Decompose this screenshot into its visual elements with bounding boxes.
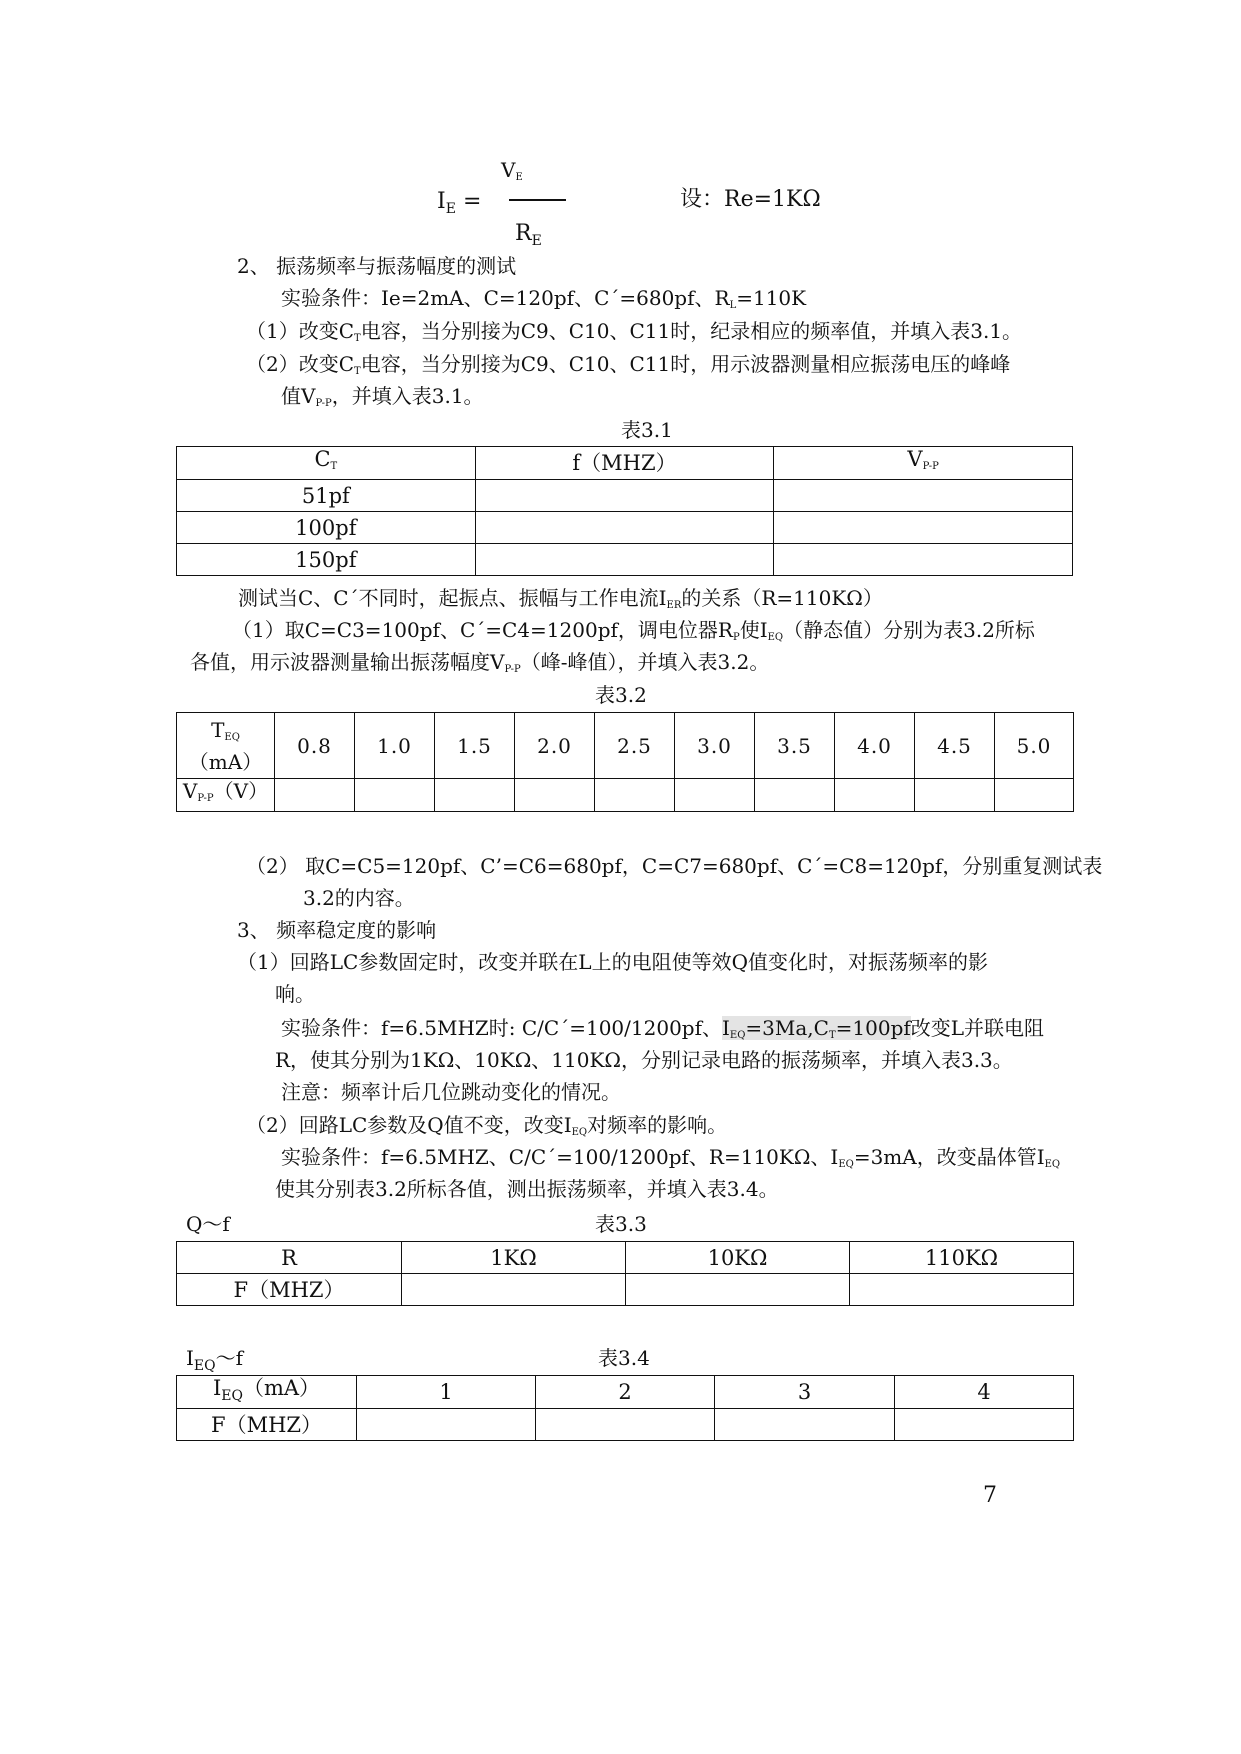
page-number: 7 bbox=[983, 1483, 997, 1508]
table-row bbox=[177, 512, 1073, 544]
table-3-2-caption: 表3.2 bbox=[595, 683, 647, 707]
table-header-frequency: f（MHZ） bbox=[475, 447, 774, 480]
formula-equals: = bbox=[462, 189, 482, 214]
item-2-cont-text-b: ，并填入表3.1。 bbox=[331, 384, 484, 408]
table-header-ieq bbox=[177, 713, 275, 779]
table-cell-value: 2.0 bbox=[515, 713, 595, 779]
table-row-label-vpp bbox=[177, 779, 275, 812]
formula-denominator bbox=[515, 220, 542, 255]
table-cell-ct: 51pf bbox=[177, 480, 476, 512]
table-row bbox=[177, 447, 1073, 480]
highlight-ieq bbox=[722, 1016, 814, 1040]
table-cell-empty[interactable] bbox=[715, 1409, 895, 1441]
table-header-ieq bbox=[177, 1376, 357, 1409]
ieq-subscript: EQ bbox=[729, 1030, 746, 1041]
table-header-110k: 110KΩ bbox=[850, 1242, 1074, 1274]
section-3-item-1: （1）回路LC参数固定时，改变并联在L上的电阻使等效Q值变化时，对振荡频率的影 bbox=[237, 950, 988, 974]
table-row-label-f: F（MHZ） bbox=[177, 1409, 357, 1441]
item-2-text-b: 对频率的影响。 bbox=[587, 1113, 728, 1137]
table-3-3 bbox=[176, 1241, 1074, 1306]
ier-subscript: ER bbox=[666, 600, 682, 611]
formula-denominator-subscript: E bbox=[531, 233, 542, 249]
section-2-heading: 2、 振荡频率与振荡幅度的测试 bbox=[237, 254, 517, 278]
table-row bbox=[177, 1274, 1074, 1306]
table-cell-empty[interactable] bbox=[515, 779, 595, 812]
header-subscript: EQ bbox=[221, 1388, 243, 1404]
header-subscript: P-P bbox=[922, 461, 939, 472]
table-header-r: R bbox=[177, 1242, 402, 1274]
ct-symbol: C bbox=[813, 1016, 829, 1040]
table-cell-empty[interactable] bbox=[675, 779, 755, 812]
table-cell-value: 4.5 bbox=[915, 713, 995, 779]
section-3-conditions-2-cont: 使其分别表3.2所标各值，测出振荡频率，并填入表3.4。 bbox=[275, 1177, 779, 1201]
header-symbol: I bbox=[212, 1376, 222, 1400]
table-cell-ct: 150pf bbox=[177, 544, 476, 576]
item-1-text-b: 电容，当分别接为C9、C10、C11时，纪录相应的频率值，并填入表3.1。 bbox=[360, 319, 1023, 343]
table-cell-empty[interactable] bbox=[355, 779, 435, 812]
fraction-bar bbox=[509, 199, 566, 201]
item-2-text-a: （2）改变C bbox=[246, 352, 355, 376]
step-1-line bbox=[232, 616, 1035, 652]
table-cell-empty[interactable] bbox=[755, 779, 835, 812]
vpp-subscript: P-P bbox=[504, 664, 521, 675]
table-cell-empty[interactable] bbox=[357, 1409, 536, 1441]
formula-denominator-symbol: R bbox=[515, 221, 532, 246]
section-3-item-1-cont: 响。 bbox=[275, 982, 315, 1006]
test-relation-line bbox=[238, 584, 883, 620]
table-cell-empty[interactable] bbox=[475, 544, 774, 576]
table-3-3-left-label: Q～f bbox=[186, 1212, 230, 1236]
table-cell-empty[interactable] bbox=[402, 1274, 626, 1306]
rp-subscript: P bbox=[732, 632, 740, 643]
table-row bbox=[177, 1376, 1074, 1409]
conditions-1-text-b: 改变L并联电阻 bbox=[910, 1016, 1045, 1040]
table-3-1-caption: 表3.1 bbox=[621, 418, 673, 442]
ieq-subscript: EQ bbox=[767, 632, 784, 643]
header-unit: （mA） bbox=[188, 749, 263, 774]
row-label-symbol: V bbox=[182, 779, 198, 803]
ieq-subscript: EQ bbox=[571, 1127, 588, 1138]
item-2-text-a: （2）回路LC参数及Q值不变，改变I bbox=[246, 1113, 572, 1137]
table-row bbox=[177, 779, 1074, 812]
table-cell-value: 3 bbox=[715, 1376, 895, 1409]
table-cell-value: 2.5 bbox=[595, 713, 675, 779]
formula-assumption: 设：Re=1KΩ bbox=[680, 187, 821, 212]
ct-value: =100pf bbox=[835, 1016, 911, 1040]
ieq-value: =3Ma, bbox=[745, 1016, 814, 1040]
formula-lhs bbox=[437, 188, 481, 223]
table-cell-value: 0.8 bbox=[275, 713, 355, 779]
table-cell-empty[interactable] bbox=[774, 544, 1073, 576]
left-label-symbol: I bbox=[186, 1346, 194, 1370]
step-2-line: （2） 取C=C5=120pf、C’=C6=680pf，C=C7=680pf、C´=C8=120pf，分别重复测试表 bbox=[246, 854, 1103, 878]
table-cell-value: 1.0 bbox=[355, 713, 435, 779]
table-header-10k: 10KΩ bbox=[626, 1242, 850, 1274]
table-cell-empty[interactable] bbox=[435, 779, 515, 812]
conditions-rl-value: =110K bbox=[736, 286, 807, 310]
row-label-subscript: P-P bbox=[197, 793, 214, 804]
section-2-conditions bbox=[281, 284, 806, 320]
table-cell-empty[interactable] bbox=[774, 512, 1073, 544]
ct-subscript: T bbox=[354, 366, 361, 377]
vpp-subscript: P-P bbox=[315, 398, 332, 409]
formula-lhs-subscript: E bbox=[445, 201, 456, 217]
table-cell-empty[interactable] bbox=[475, 480, 774, 512]
ct-subscript: T bbox=[354, 333, 361, 344]
conditions-2-text-b: =3mA，改变晶体管I bbox=[853, 1145, 1045, 1169]
table-cell-empty[interactable] bbox=[626, 1274, 850, 1306]
step-1-cont-text-b: （峰-峰值），并填入表3.2。 bbox=[520, 650, 770, 674]
table-cell-value: 5.0 bbox=[995, 713, 1074, 779]
left-label-suffix: ～f bbox=[215, 1346, 244, 1370]
formula-lhs-symbol: I bbox=[437, 189, 446, 214]
table-cell-value: 2 bbox=[536, 1376, 715, 1409]
table-cell-empty[interactable] bbox=[536, 1409, 715, 1441]
conditions-text: 实验条件：Ie=2mA、C=120pf、C´=680pf、R bbox=[281, 286, 730, 310]
table-cell-value: 4 bbox=[895, 1376, 1074, 1409]
section-3-note: 注意：频率计后几位跳动变化的情况。 bbox=[281, 1080, 621, 1104]
table-header-ct bbox=[177, 447, 476, 480]
table-cell-empty[interactable] bbox=[995, 779, 1074, 812]
step-1-line-cont bbox=[190, 648, 769, 684]
table-cell-value: 1.5 bbox=[435, 713, 515, 779]
table-3-1 bbox=[176, 446, 1073, 576]
table-3-2 bbox=[176, 712, 1074, 812]
table-cell-empty[interactable] bbox=[850, 1274, 1074, 1306]
table-header-1k: 1KΩ bbox=[402, 1242, 626, 1274]
item-1-text-a: （1）改变C bbox=[246, 319, 355, 343]
section-2-item-2-cont bbox=[281, 382, 484, 418]
section-3-item-2 bbox=[246, 1111, 727, 1147]
table-cell-empty[interactable] bbox=[595, 779, 675, 812]
table-header-vpp bbox=[774, 447, 1073, 480]
table-cell-empty[interactable] bbox=[774, 480, 1073, 512]
table-cell-empty[interactable] bbox=[275, 779, 355, 812]
ieq-subscript: EQ bbox=[1044, 1159, 1061, 1170]
table-3-3-caption: 表3.3 bbox=[595, 1212, 647, 1236]
step-2-line-cont: 3.2的内容。 bbox=[303, 886, 415, 910]
header-symbol: C bbox=[314, 447, 331, 471]
header-unit: （mA） bbox=[242, 1376, 321, 1400]
formula-numerator-symbol: V bbox=[501, 158, 516, 182]
table-cell-value: 3.0 bbox=[675, 713, 755, 779]
step-1-text-a: （1）取C=C3=100pf、C´=C4=1200pf，调电位器R bbox=[232, 618, 733, 642]
table-3-4 bbox=[176, 1375, 1074, 1441]
ieq-subscript: EQ bbox=[838, 1159, 854, 1170]
table-cell-value: 4.0 bbox=[835, 713, 915, 779]
section-3-heading: 3、 频率稳定度的影响 bbox=[237, 918, 437, 942]
section-2-item-1 bbox=[246, 317, 1022, 353]
table-cell-value: 1 bbox=[357, 1376, 536, 1409]
table-cell-empty[interactable] bbox=[915, 779, 995, 812]
section-2-item-2 bbox=[246, 350, 1010, 386]
step-1-text-b: 使I bbox=[739, 618, 768, 642]
table-row bbox=[177, 1409, 1074, 1441]
table-row bbox=[177, 544, 1073, 576]
section-3-conditions-1-cont: R，使其分别为1KΩ、10KΩ、110KΩ，分别记录电路的振荡频率，并填入表3.3。 bbox=[275, 1048, 1013, 1072]
header-subscript: EQ bbox=[224, 731, 240, 743]
step-1-text-c: （静态值）分别为表3.2所标 bbox=[783, 618, 1035, 642]
relation-text-b: 的关系（R=110KΩ） bbox=[681, 586, 883, 610]
item-2-cont-text-a: 值V bbox=[281, 384, 316, 408]
formula-numerator-subscript: E bbox=[515, 172, 523, 183]
table-row bbox=[177, 480, 1073, 512]
table-cell-empty[interactable] bbox=[895, 1409, 1074, 1441]
table-row bbox=[177, 1242, 1074, 1274]
step-1-cont-text-a: 各值，用示波器测量输出振荡幅度V bbox=[190, 650, 505, 674]
item-2-text-b: 电容，当分别接为C9、C10、C11时，用示波器测量相应振荡电压的峰峰 bbox=[360, 352, 1011, 376]
formula-numerator bbox=[501, 156, 523, 192]
rl-subscript: L bbox=[729, 300, 737, 311]
table-row bbox=[177, 713, 1074, 779]
table-cell-ct: 100pf bbox=[177, 512, 476, 544]
section-3-conditions-2 bbox=[281, 1143, 1060, 1179]
left-label-subscript: EQ bbox=[193, 1358, 216, 1374]
row-label-unit: （V） bbox=[213, 779, 269, 803]
conditions-2-text-a: 实验条件：f=6.5MHZ、C/C´=100/1200pf、R=110KΩ、I bbox=[281, 1145, 839, 1169]
relation-text-a: 测试当C、C´不同时，起振点、振幅与工作电流I bbox=[238, 586, 667, 610]
header-subscript: T bbox=[330, 461, 338, 472]
table-3-4-caption: 表3.4 bbox=[598, 1346, 650, 1370]
table-cell-empty[interactable] bbox=[475, 512, 774, 544]
header-symbol: V bbox=[907, 447, 923, 471]
conditions-1-text-a: 实验条件：f=6.5MHZ时: C/C´=100/1200pf、 bbox=[281, 1016, 722, 1040]
table-cell-empty[interactable] bbox=[835, 779, 915, 812]
header-symbol: T bbox=[211, 717, 225, 742]
ct-subscript: T bbox=[828, 1030, 836, 1041]
table-cell-value: 3.5 bbox=[755, 713, 835, 779]
table-row-label-f: F（MHZ） bbox=[177, 1274, 402, 1306]
header-symbol-line bbox=[177, 718, 274, 750]
ieq-symbol: I bbox=[722, 1016, 730, 1040]
highlight-ct bbox=[814, 1016, 911, 1040]
section-3-conditions-1 bbox=[281, 1014, 1044, 1050]
